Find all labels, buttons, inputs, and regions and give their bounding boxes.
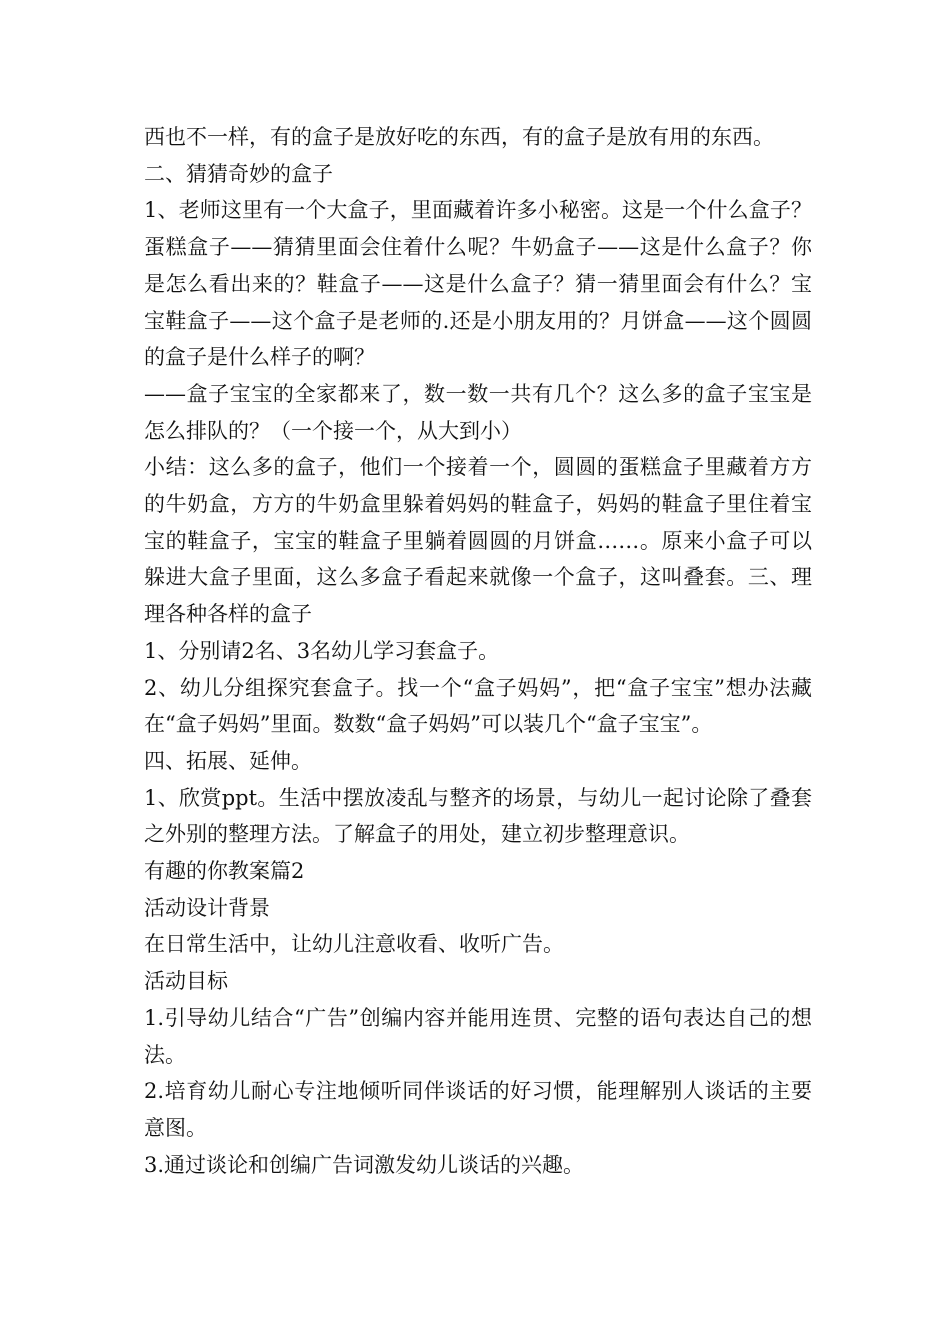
section-heading-guess-boxes: 二、猜猜奇妙的盒子 (144, 161, 333, 186)
paragraph-box-family: ——盒子宝宝的全家都来了，数一数一共有几个？这么多的盒子宝宝是怎么排队的？（一个接一个，从大到小） (144, 381, 812, 443)
document-body (144, 119, 812, 1183)
paragraph-summary: 小结：这么多的盒子，他们一个接着一个，圆圆的蛋糕盒子里藏着方方的牛奶盒，方方的牛奶盒里躲着妈妈的鞋盒子，妈妈的鞋盒子里住着宝宝的鞋盒子，宝宝的鞋盒子里躺着圆圆的月饼盒……。原来小盒子可以躲进大盒子里面，这么多盒子看起来就像一个盒子，这叫叠套。三、理理各种各样的盒子 (144, 455, 812, 627)
goal-1: 1.引导幼儿结合“广告”创编内容并能用连贯、完整的语句表达自己的想法。 (144, 1005, 812, 1067)
paragraph-step-2: 2、幼儿分组探究套盒子。找一个“盒子妈妈”，把“盒子宝宝”想办法藏在“盒子妈妈”里面。数数“盒子妈妈”可以装几个“盒子宝宝”。 (144, 675, 812, 737)
paragraph-ppt: 1、欣赏ppt。生活中摆放凌乱与整齐的场景，与幼儿一起讨论除了叠套之外别的整理方法。了解盒子的用处，建立初步整理意识。 (144, 785, 812, 847)
goal-2: 2.培育幼儿耐心专注地倾听同伴谈话的好习惯，能理解别人谈话的主要意图。 (144, 1079, 812, 1140)
heading-design-background: 活动设计背景 (144, 895, 270, 920)
paragraph-intro-continuation: 西也不一样，有的盒子是放好吃的东西，有的盒子是放有用的东西。 (144, 125, 774, 149)
paragraph-big-box: 1、老师这里有一个大盒子，里面藏着许多小秘密。这是一个什么盒子？蛋糕盒子——猜猜里面会住着什么呢？牛奶盒子——这是什么盒子？你是怎么看出来的？鞋盒子——这是什么盒子？猜一猜里面会有什么？宝宝鞋盒子——这个盒子是老师的.还是小朋友用的？月饼盒——这个圆圆的盒子是什么样子的啊？ (144, 198, 812, 370)
heading-activity-goals: 活动目标 (144, 969, 228, 994)
paragraph-background: 在日常生活中，让幼儿注意收看、收听广告。 (144, 932, 564, 957)
lesson-title-2: 有趣的你教案篇2 (144, 859, 305, 884)
paragraph-step-1: 1、分别请2名、3名幼儿学习套盒子。 (144, 638, 500, 663)
section-heading-extension: 四、拓展、延伸。 (144, 748, 312, 773)
goal-3: 3.通过谈论和创编广告词激发幼儿谈话的兴趣。 (144, 1152, 585, 1177)
